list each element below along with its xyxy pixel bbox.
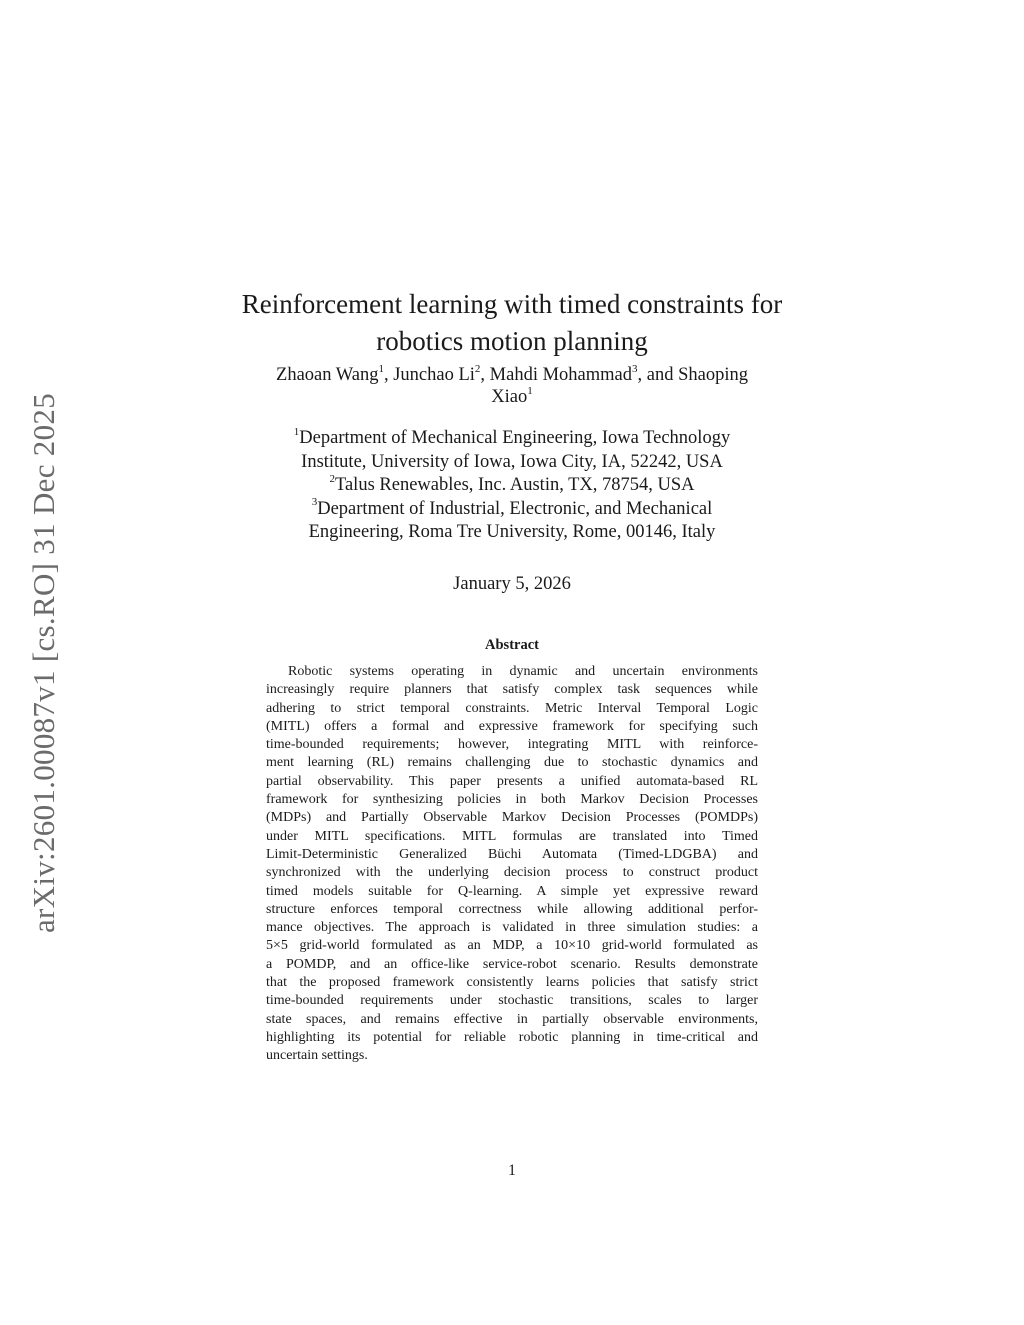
abstract-line: a POMDP, and an office-like service-robot scenario. Results demonstrate xyxy=(266,956,758,972)
abstract-line: uncertain settings. xyxy=(266,1048,368,1064)
abstract-line: mance objectives. The approach is validated in three simulation studies: a xyxy=(266,920,758,936)
abstract-heading: Abstract xyxy=(485,637,539,653)
abstract-line: framework for synthesizing policies in both Markov Decision Processes xyxy=(266,792,758,808)
affiliation-text: Talus Renewables, Inc. Austin, TX, 78754, USA xyxy=(334,475,695,495)
abstract-line: ment learning (RL) remains challenging due to stochastic dynamics and xyxy=(266,755,758,771)
affiliation-list xyxy=(212,427,812,545)
abstract-line: highlighting its potential for reliable robotic planning in time-critical and xyxy=(266,1029,758,1045)
abstract-body xyxy=(266,663,758,1066)
abstract-line: Limit-Deterministic Generalized Büchi Automata (Timed-LDGBA) and xyxy=(266,846,758,862)
abstract-line: 5×5 grid-world formulated as an MDP, a 10×10 grid-world formulated as xyxy=(266,938,758,954)
abstract-line: (MDPs) and Partially Observable Markov Decision Processes (POMDPs) xyxy=(266,810,758,826)
author-name: Zhaoan Wang xyxy=(276,365,379,385)
abstract-line: Robotic systems operating in dynamic and uncertain environments xyxy=(288,664,758,679)
author-name: , Junchao Li xyxy=(383,365,475,385)
abstract-line: timed models suitable for Q-learning. A simple yet expressive reward xyxy=(266,883,758,899)
author-name: Xiao xyxy=(491,387,528,407)
abstract-line: time-bounded requirements under stochastic transitions, scales to larger xyxy=(266,993,758,1009)
arxiv-identifier-stamp: arXiv:2601.00087v1 [cs.RO] 31 Dec 2025 xyxy=(26,392,61,934)
affiliation-marker: 1 xyxy=(293,425,300,438)
title-line: robotics motion planning xyxy=(376,326,648,357)
title-line: Reinforcement learning with timed constraints for xyxy=(241,289,783,320)
abstract-line: synchronized with the underlying decision process to construct product xyxy=(266,865,758,881)
publication-date: January 5, 2026 xyxy=(453,574,571,594)
affiliation-marker: 1 xyxy=(378,362,384,375)
affiliation-marker: 2 xyxy=(474,362,481,375)
author-line xyxy=(212,386,812,408)
abstract-line: partial observability. This paper presents a unified automata-based RL xyxy=(266,773,758,789)
affiliation-marker: 2 xyxy=(329,472,335,485)
paper-title xyxy=(212,286,812,360)
abstract-line: structure enforces temporal correctness while allowing additional perfor- xyxy=(266,901,758,917)
affiliation-text: Institute, University of Iowa, Iowa City, IA, 52242, USA xyxy=(301,451,723,472)
affiliation-line xyxy=(212,451,812,475)
abstract-line: under MITL specifications. MITL formulas are translated into Timed xyxy=(266,828,758,844)
page-number: 1 xyxy=(508,1162,516,1179)
abstract-line: increasingly require planners that satisfy complex task sequences while xyxy=(266,682,758,698)
affiliation-line xyxy=(212,427,812,451)
abstract-line: state spaces, and remains effective in partially observable environments, xyxy=(266,1011,758,1027)
affiliation-line xyxy=(212,474,812,498)
affiliation-text: Department of Mechanical Engineering, Iowa Technology xyxy=(299,428,731,448)
author-list xyxy=(212,364,812,408)
affiliation-marker: 3 xyxy=(311,496,318,509)
author-name: , and Shaoping xyxy=(637,365,748,385)
affiliation-marker: 1 xyxy=(527,384,533,397)
affiliation-text: Department of Industrial, Electronic, and Mechanical xyxy=(317,498,713,519)
abstract-line: that the proposed framework consistently learns policies that satisfy strict xyxy=(266,975,758,991)
affiliation-marker: 3 xyxy=(632,362,638,375)
affiliation-line xyxy=(212,498,812,522)
abstract-line: adhering to strict temporal constraints. Metric Interval Temporal Logic xyxy=(266,700,758,716)
affiliation-text: Engineering, Roma Tre University, Rome, 00146, Italy xyxy=(308,522,716,542)
author-name: , Mahdi Mohammad xyxy=(480,365,632,385)
affiliation-line xyxy=(212,521,812,545)
author-line xyxy=(212,364,812,386)
abstract-line: time-bounded requirements; however, integrating MITL with reinforce- xyxy=(266,737,758,753)
abstract-line: (MITL) offers a formal and expressive framework for specifying such xyxy=(266,718,758,734)
